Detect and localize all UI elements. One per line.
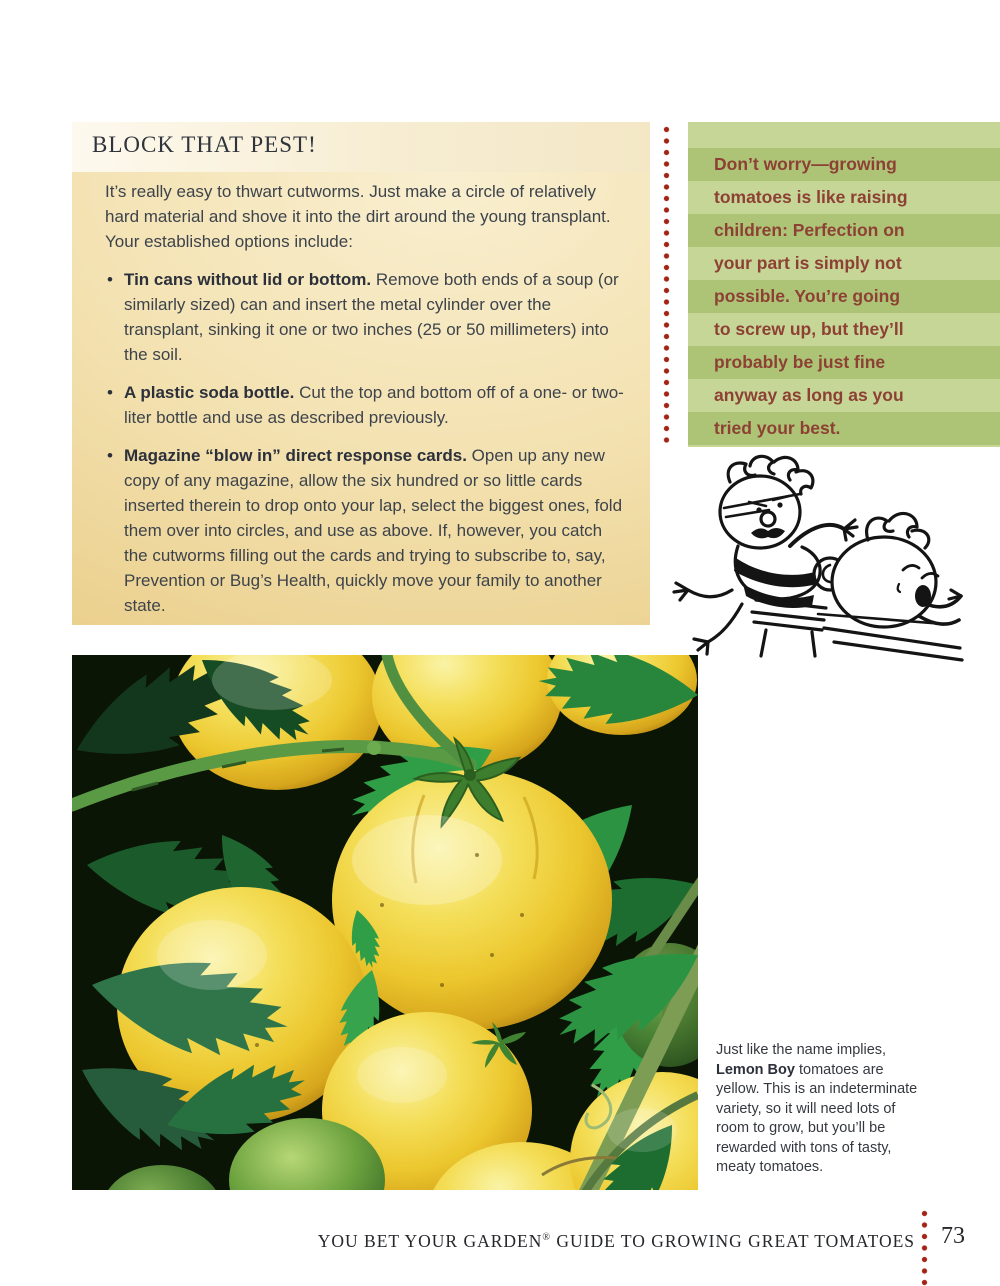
bullet-item <box>105 267 630 367</box>
footer-title-part2: GUIDE TO GROWING GREAT TOMATOES <box>550 1231 915 1251</box>
bullet-lead: A plastic soda bottle. <box>124 383 295 402</box>
dotted-divider-icon <box>921 1208 928 1286</box>
pest-intro: It’s really easy to thwart cutworms. Just make a circle of relatively hard material and shove it into the dirt around the young transplant. Your established options include: <box>105 182 611 251</box>
bullet-rest: Cut the top and bottom off of a one- or two-liter bottle and use as described previously. <box>124 383 624 427</box>
bullet-lead: Tin cans without lid or bottom. <box>124 270 372 289</box>
bullet-item <box>105 443 630 618</box>
tomato-spanking-cartoon-illustration <box>672 450 964 662</box>
footer-book-title <box>318 1231 915 1252</box>
pest-callout-title: BLOCK THAT PEST! <box>92 132 317 157</box>
bullet-lead: Magazine “blow in” direct response cards. <box>124 446 467 465</box>
pest-callout-body <box>72 172 650 625</box>
bullet-marker: • <box>107 446 113 465</box>
dotted-divider-icon <box>663 124 670 446</box>
quote-box <box>688 122 1000 447</box>
pest-callout-header <box>72 122 650 172</box>
caption-variety-name: Lemon Boy <box>716 1061 795 1078</box>
caption-before-bold: Just like the name implies, <box>716 1042 887 1058</box>
bullet-rest: Open up any new copy of any magazine, allow the six hundred or so little cards inserted therein to drop onto your lap, select the biggest ones, fold them over into circles, and use as above. If, however, you catch the cutworms filling out the cards and trying to subscribe to, say, Prevention or Bug’s Health, quickly move your family to another state. <box>124 446 623 615</box>
bullet-marker: • <box>107 270 113 289</box>
bullet-rest: Remove both ends of a soup (or similarly sized) can and insert the metal cylinder over the transplant, sinking it one or two inches (25 or 50 millimeters) into the soil. <box>124 270 619 364</box>
registered-mark-icon: ® <box>542 1232 551 1244</box>
footer-title-part1: YOU BET YOUR GARDEN <box>317 1231 543 1251</box>
caption-after-bold: tomatoes are yellow. This is an indeterminate variety, so it will need lots of room to grow, but you’ll be rewarded with tons of tasty, meaty tomatoes. <box>716 1061 918 1175</box>
page-number: 73 <box>941 1223 965 1249</box>
quote-text: Don’t worry—growing tomatoes is like raising children: Perfection on your part is simply not possible. You’re going to screw up, but they’ll probably be just fine anyway as long as you tried your best. <box>714 154 908 438</box>
photo-caption <box>716 1041 926 1178</box>
bullet-item <box>105 380 630 430</box>
bullet-marker: • <box>107 383 113 402</box>
lemon-boy-tomatoes-photo <box>72 655 698 1190</box>
